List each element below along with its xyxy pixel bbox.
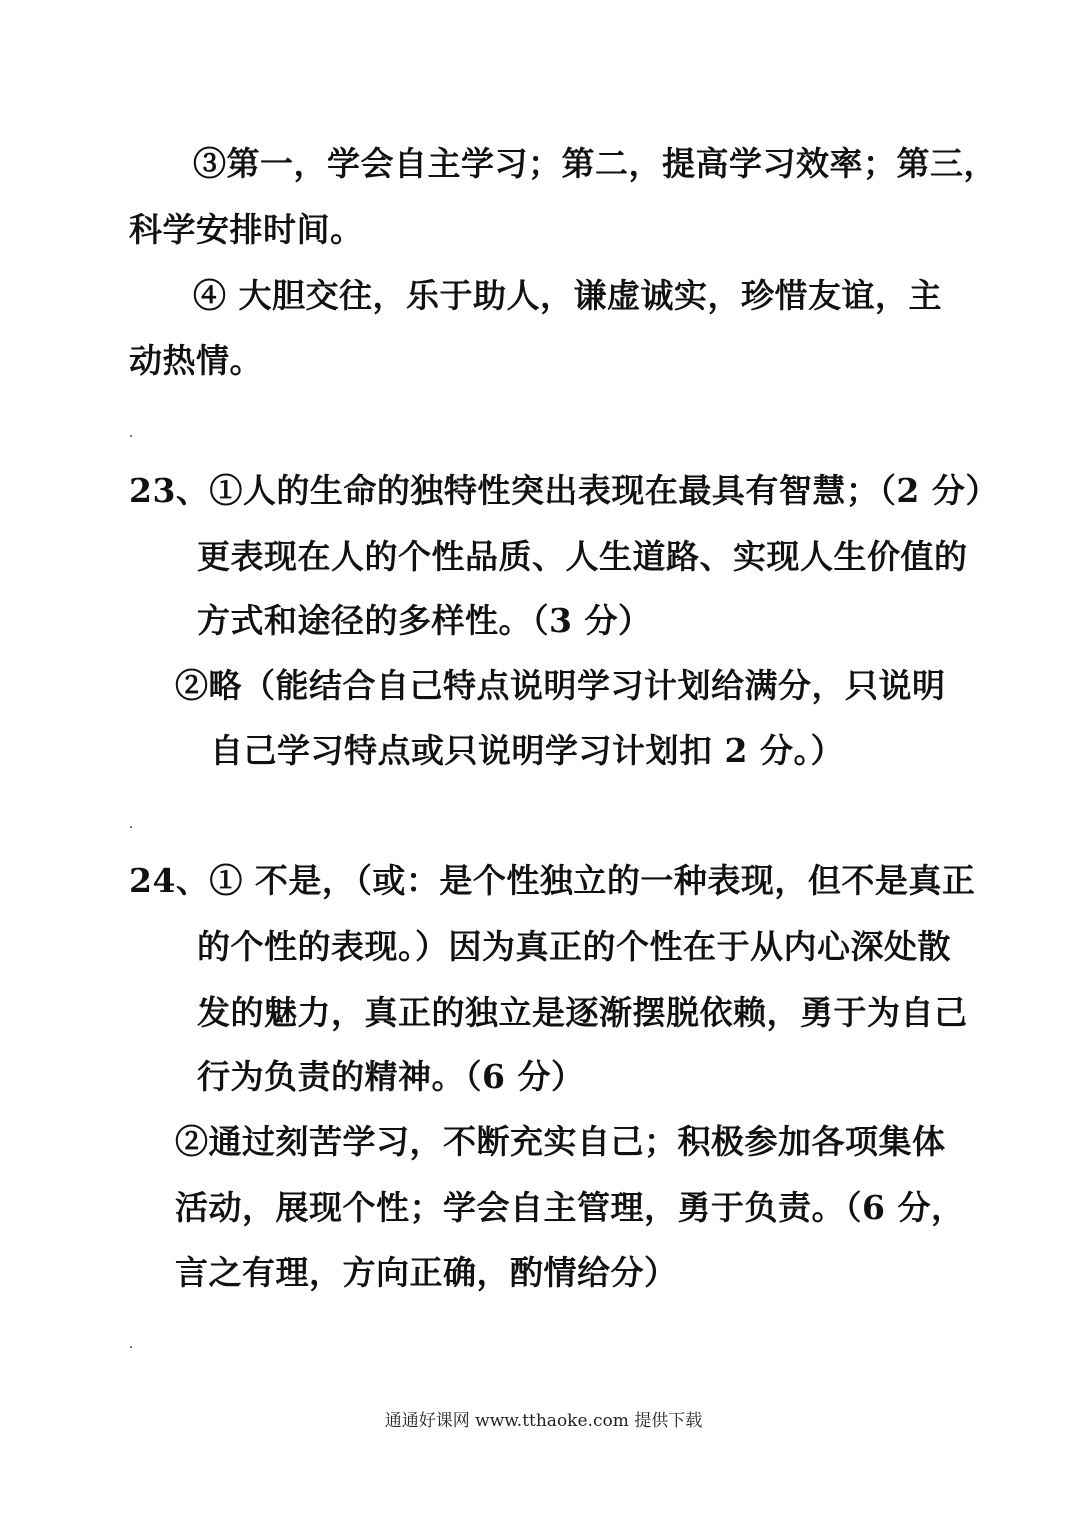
scan-speck bbox=[130, 1346, 132, 1348]
question-23-part-1-line-2: 更表现在人的个性品质、人生道路、实现人生价值的 bbox=[197, 537, 968, 576]
question-24-part-1-line-1: 24、① 不是，（或：是个性独立的一种表现，但不是真正 bbox=[129, 861, 976, 900]
download-source-footer: 通通好课网 www.tthaoke.com 提供下载 bbox=[384, 1411, 703, 1431]
question-23-part-1-line-1: 23、①人的生命的独特性突出表现在最具有智慧；（2 分） bbox=[129, 471, 999, 510]
answer-item-4-line-1: ④ 大胆交往，乐于助人，谦虚诚实，珍惜友谊，主 bbox=[193, 276, 942, 315]
question-23-part-1-line-3: 方式和途径的多样性。（3 分） bbox=[197, 601, 652, 640]
question-23-part-2-line-2: 自己学习特点或只说明学习计划扣 2 分。） bbox=[210, 731, 844, 770]
question-23-part-2-line-1: ②略（能结合自己特点说明学习计划给满分，只说明 bbox=[175, 666, 946, 705]
question-24-part-1-line-4: 行为负责的精神。（6 分） bbox=[197, 1057, 585, 1096]
scan-speck bbox=[130, 826, 132, 828]
question-24-part-1-line-3: 发的魅力，真正的独立是逐渐摆脱依赖，勇于为自己 bbox=[197, 993, 968, 1032]
question-24-part-2-line-1: ②通过刻苦学习，不断充实自己；积极参加各项集体 bbox=[175, 1122, 946, 1161]
scan-speck bbox=[130, 435, 132, 437]
answer-item-4-line-2: 动热情。 bbox=[129, 341, 263, 380]
question-24-part-2-line-2: 活动，展现个性；学会自主管理，勇于负责。（6 分， bbox=[175, 1188, 965, 1227]
answer-item-3-line-2: 科学安排时间。 bbox=[129, 210, 364, 249]
question-24-part-2-line-3: 言之有理，方向正确，酌情给分） bbox=[175, 1253, 678, 1292]
question-24-part-1-line-2: 的个性的表现。）因为真正的个性在于从内心深处散 bbox=[197, 927, 951, 966]
answer-item-3-line-1: ③第一，学会自主学习；第二，提高学习效率；第三， bbox=[193, 144, 997, 183]
